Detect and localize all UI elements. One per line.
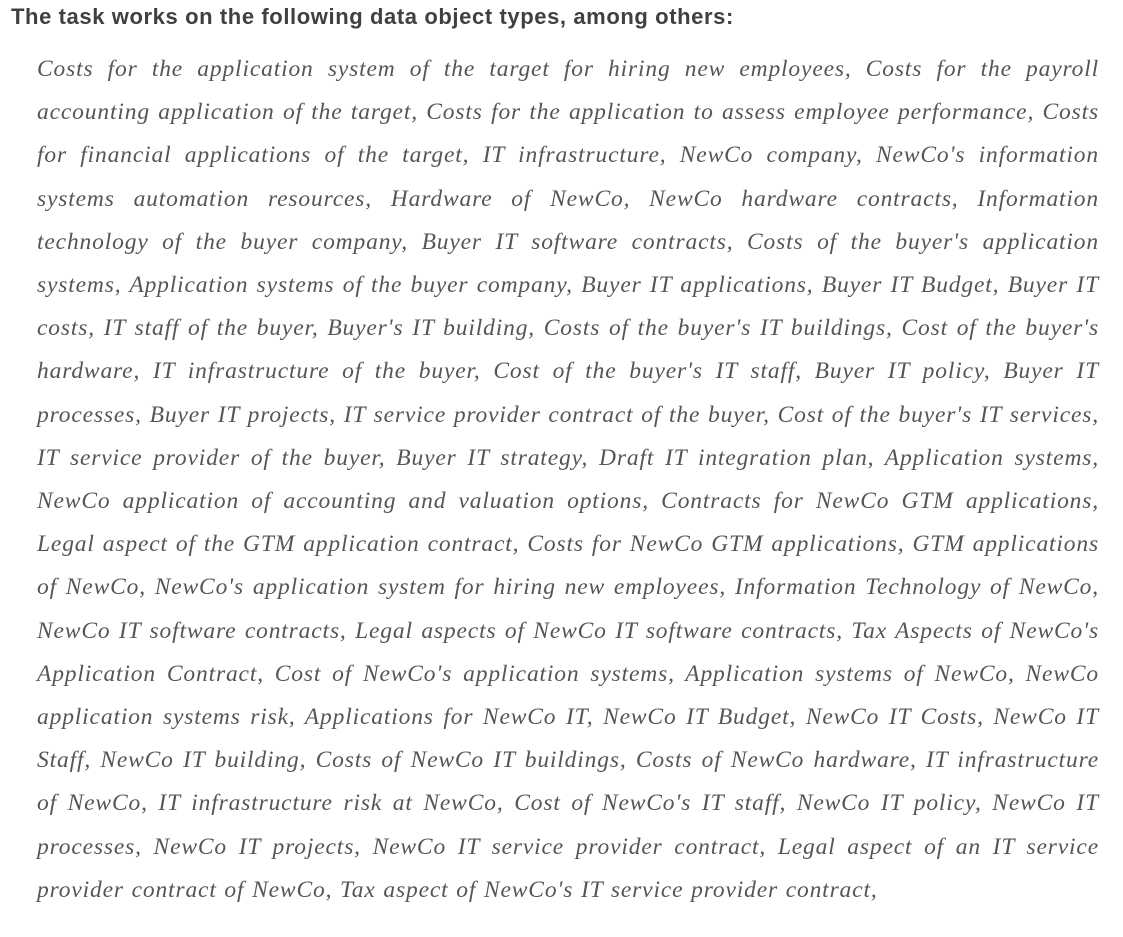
data-object-types-list: Costs for the application system of the target for hiring new employees, Costs for the payroll accounting application of the target, Costs for the application to assess employee performance, Costs for financial applications of the target, IT infrastructure, NewCo company, NewCo's information systems automation resources, Hardware of NewCo, NewCo hardware contracts, Information technology of the buyer company, Buyer IT software contracts, Costs of the buyer's application systems, Application systems of the buyer company, Buyer IT applications, Buyer IT Budget, Buyer IT costs, IT staff of the buyer, Buyer's IT building, Costs of the buyer's IT buildings, Cost of the buyer's hardware, IT infrastructure of the buyer, Cost of the buyer's IT staff, Buyer IT policy, Buyer IT processes, Buyer IT projects, IT service provider contract of the buyer, Cost of the buyer's IT services, IT service provider of the buyer, Buyer IT strategy, Draft IT integration plan, Application systems, NewCo application of accounting and valuation options, Contracts for NewCo GTM applications, Legal aspect of the GTM application contract, Costs for NewCo GTM applications, GTM applications of NewCo, NewCo's application system for hiring new employees, Information Technology of NewCo, NewCo IT software contracts, Legal aspects of NewCo IT software contracts, Tax Aspects of NewCo's Application Contract, Cost of NewCo's application systems, Application systems of NewCo, NewCo application systems risk, Applications for NewCo IT, NewCo IT Budget, NewCo IT Costs, NewCo IT Staff, NewCo IT building, Costs of NewCo IT buildings, Costs of NewCo hardware, IT infrastructure of NewCo, IT infrastructure risk at NewCo, Cost of NewCo's IT staff, NewCo IT policy, NewCo IT processes, NewCo IT projects, NewCo IT service provider contract, Legal aspect of an IT service provider contract of NewCo, Tax aspect of NewCo's IT service provider contract, xyxy=(37,56,1099,903)
section-heading: The task works on the following data object types, among others: xyxy=(11,4,734,29)
